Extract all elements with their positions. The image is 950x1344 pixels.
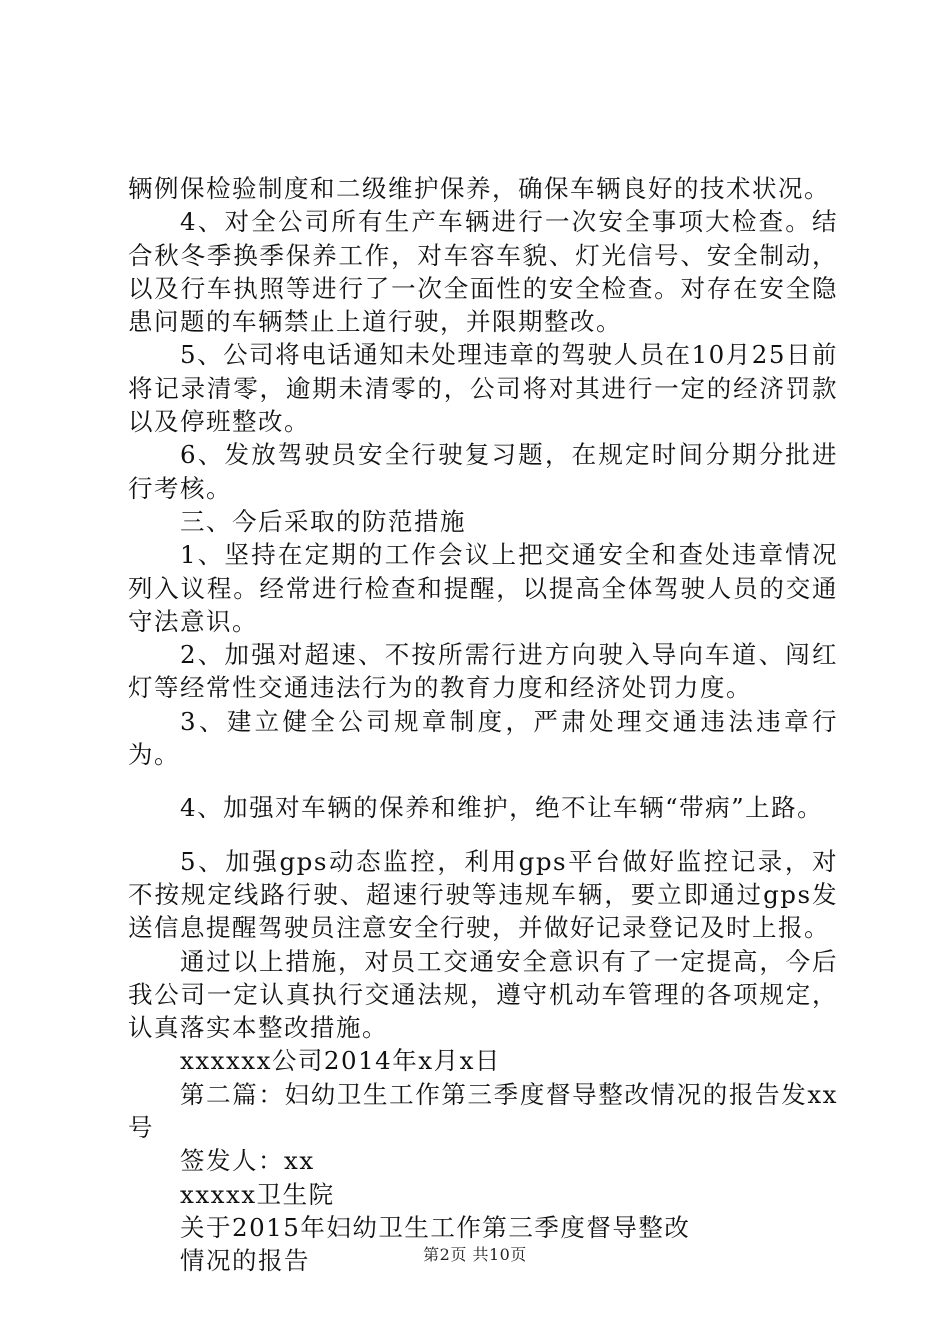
report-title-line-2: 情况的报告 [180,1246,310,1276]
page-number-footer: 第2页 共10页 [423,1245,527,1264]
report-title-line-1: 关于2015年妇幼卫生工作第三季度督导整改 [180,1212,691,1242]
paragraph-measure-1: 1、坚持在定期的工作会议上把交通安全和查处违章情况列入议程。经常进行检查和提醒，以提高全体驾驶人员的交通守法意识。 [128,540,838,636]
issuer-line: 签发人：xx [180,1146,315,1176]
part-two-title: 第二篇：妇幼卫生工作第三季度督导整改情况的报告发xx号 [128,1079,838,1143]
paragraph-item-4-inspection: 4、对全公司所有生产车辆进行一次安全事项大检查。结合秋冬季换季保养工作，对车容车貌、灯光信号、安全制动，以及行车执照等进行了一次全面性的安全检查。对存在安全隐患问题的车辆禁止上道行驶，并限期整改。 [128,207,838,337]
paragraph-continuation: 辆例保检验制度和二级维护保养，确保车辆良好的技术状况。 [128,174,830,203]
paragraph-measure-5: 5、加强gps动态监控，利用gps平台做好监控记录，对不按规定线路行驶、超速行驶等违规车辆，要立即通过gps发送信息提醒驾驶员注意安全行驶，并做好记录登记及时上报。 [128,846,838,943]
institution-name: xxxxx卫生院 [180,1179,335,1209]
signature-date: xxxxxx公司2014年x月x日 [180,1046,501,1076]
section-heading-measures: 三、今后采取的防范措施 [180,506,466,536]
paragraph-item-6-exam: 6、发放驾驶员安全行驶复习题，在规定时间分期分批进行考核。 [128,440,838,503]
document-body [128,172,838,1278]
paragraph-item-5-violations: 5、公司将电话通知未处理违章的驾驶人员在10月25日前将记录清零，逾期未清零的，公司将对其进行一定的经济罚款以及停班整改。 [128,340,838,437]
paragraph-conclusion: 通过以上措施，对员工交通安全意识有了一定提高，今后我公司一定认真执行交通法规，遵守机动车管理的各项规定，认真落实本整改措施。 [128,946,838,1043]
paragraph-measure-4: 4、加强对车辆的保养和维护，绝不让车辆“带病”上路。 [180,793,824,823]
paragraph-measure-2: 2、加强对超速、不按所需行进方向驶入导向车道、闯红灯等经常性交通违法行为的教育力度和经济处罚力度。 [128,640,838,703]
paragraph-measure-3: 3、建立健全公司规章制度，严肃处理交通违法违章行为。 [128,706,838,770]
